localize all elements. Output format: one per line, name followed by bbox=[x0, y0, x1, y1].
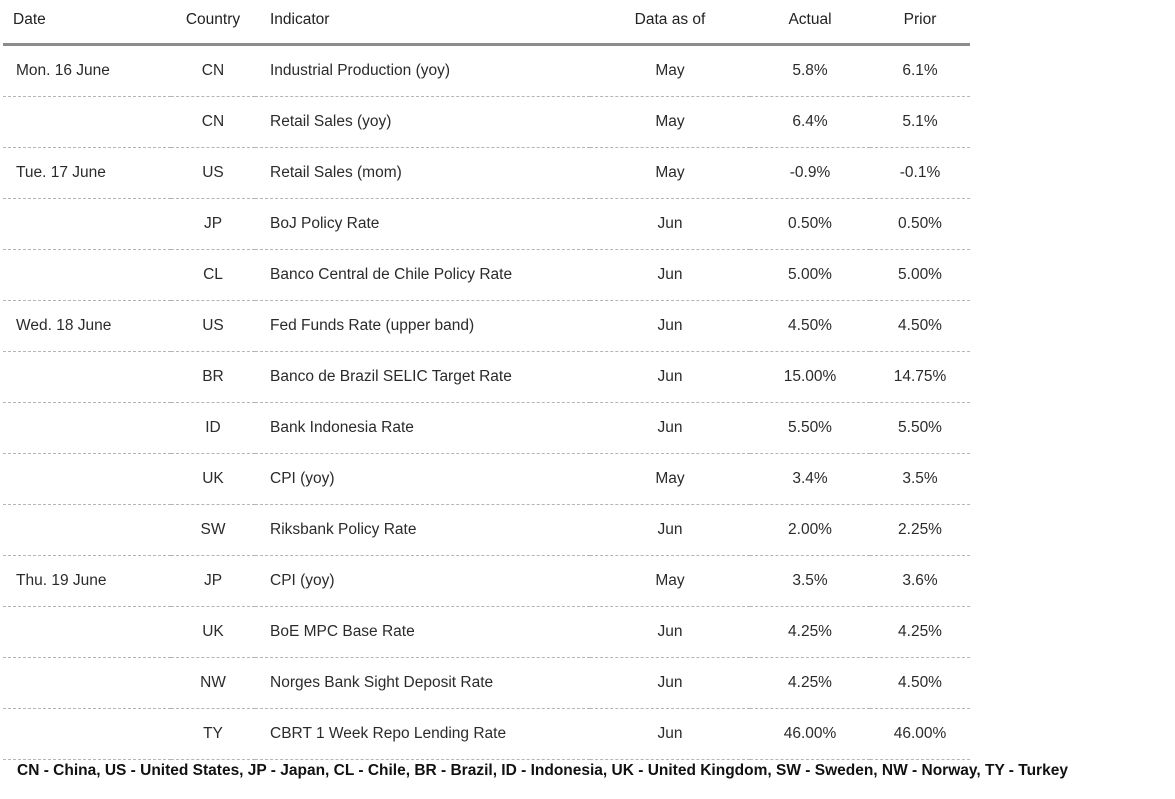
table-row bbox=[3, 403, 970, 454]
cell-data-as-of: Jun bbox=[590, 301, 750, 352]
cell-indicator: Norges Bank Sight Deposit Rate bbox=[255, 658, 590, 709]
cell-date: Wed. 18 June bbox=[3, 301, 171, 352]
table-row bbox=[3, 709, 970, 760]
cell-prior: 5.50% bbox=[870, 403, 970, 454]
cell-date: Mon. 16 June bbox=[3, 45, 171, 97]
cell-date bbox=[3, 454, 171, 505]
cell-indicator: Industrial Production (yoy) bbox=[255, 45, 590, 97]
cell-indicator: CPI (yoy) bbox=[255, 556, 590, 607]
cell-prior: 46.00% bbox=[870, 709, 970, 760]
economic-calendar-table bbox=[3, 0, 970, 760]
cell-indicator: Riksbank Policy Rate bbox=[255, 505, 590, 556]
cell-country: JP bbox=[171, 556, 255, 607]
cell-data-as-of: May bbox=[590, 45, 750, 97]
cell-date bbox=[3, 403, 171, 454]
cell-indicator: CBRT 1 Week Repo Lending Rate bbox=[255, 709, 590, 760]
header-data-as-of: Data as of bbox=[590, 0, 750, 45]
header-date: Date bbox=[3, 0, 171, 45]
cell-data-as-of: Jun bbox=[590, 352, 750, 403]
cell-date bbox=[3, 199, 171, 250]
table-header bbox=[3, 0, 970, 45]
cell-data-as-of: May bbox=[590, 97, 750, 148]
cell-date bbox=[3, 250, 171, 301]
cell-indicator: Retail Sales (mom) bbox=[255, 148, 590, 199]
cell-prior: 4.25% bbox=[870, 607, 970, 658]
cell-data-as-of: Jun bbox=[590, 250, 750, 301]
cell-data-as-of: Jun bbox=[590, 505, 750, 556]
cell-prior: -0.1% bbox=[870, 148, 970, 199]
cell-indicator: Fed Funds Rate (upper band) bbox=[255, 301, 590, 352]
cell-data-as-of: Jun bbox=[590, 199, 750, 250]
header-actual: Actual bbox=[750, 0, 870, 45]
cell-data-as-of: May bbox=[590, 454, 750, 505]
cell-date bbox=[3, 709, 171, 760]
cell-country: US bbox=[171, 148, 255, 199]
cell-data-as-of: May bbox=[590, 148, 750, 199]
cell-country: NW bbox=[171, 658, 255, 709]
cell-indicator: Bank Indonesia Rate bbox=[255, 403, 590, 454]
cell-data-as-of: Jun bbox=[590, 403, 750, 454]
cell-date bbox=[3, 97, 171, 148]
cell-indicator: BoE MPC Base Rate bbox=[255, 607, 590, 658]
header-country: Country bbox=[171, 0, 255, 45]
cell-country: US bbox=[171, 301, 255, 352]
table-row bbox=[3, 352, 970, 403]
cell-indicator: Banco de Brazil SELIC Target Rate bbox=[255, 352, 590, 403]
cell-indicator: Banco Central de Chile Policy Rate bbox=[255, 250, 590, 301]
cell-country: CL bbox=[171, 250, 255, 301]
cell-date bbox=[3, 607, 171, 658]
economic-calendar-table-container bbox=[3, 0, 963, 760]
cell-actual: 6.4% bbox=[750, 97, 870, 148]
cell-indicator: CPI (yoy) bbox=[255, 454, 590, 505]
cell-actual: 4.50% bbox=[750, 301, 870, 352]
cell-date: Thu. 19 June bbox=[3, 556, 171, 607]
cell-indicator: Retail Sales (yoy) bbox=[255, 97, 590, 148]
cell-country: UK bbox=[171, 607, 255, 658]
cell-actual: 4.25% bbox=[750, 607, 870, 658]
table-row bbox=[3, 607, 970, 658]
cell-date bbox=[3, 505, 171, 556]
table-row bbox=[3, 658, 970, 709]
cell-date bbox=[3, 658, 171, 709]
cell-actual: 3.4% bbox=[750, 454, 870, 505]
cell-country: BR bbox=[171, 352, 255, 403]
cell-actual: 5.00% bbox=[750, 250, 870, 301]
cell-actual: -0.9% bbox=[750, 148, 870, 199]
cell-prior: 14.75% bbox=[870, 352, 970, 403]
table-row bbox=[3, 505, 970, 556]
cell-prior: 6.1% bbox=[870, 45, 970, 97]
cell-data-as-of: Jun bbox=[590, 709, 750, 760]
cell-data-as-of: Jun bbox=[590, 658, 750, 709]
cell-actual: 5.8% bbox=[750, 45, 870, 97]
cell-prior: 4.50% bbox=[870, 658, 970, 709]
cell-country: JP bbox=[171, 199, 255, 250]
cell-prior: 3.6% bbox=[870, 556, 970, 607]
table-row bbox=[3, 45, 970, 97]
cell-prior: 5.00% bbox=[870, 250, 970, 301]
table-row bbox=[3, 250, 970, 301]
cell-prior: 5.1% bbox=[870, 97, 970, 148]
header-row bbox=[3, 0, 970, 45]
cell-actual: 15.00% bbox=[750, 352, 870, 403]
cell-indicator: BoJ Policy Rate bbox=[255, 199, 590, 250]
table-row bbox=[3, 556, 970, 607]
table-row bbox=[3, 148, 970, 199]
cell-country: TY bbox=[171, 709, 255, 760]
table-row bbox=[3, 199, 970, 250]
cell-actual: 0.50% bbox=[750, 199, 870, 250]
header-prior: Prior bbox=[870, 0, 970, 45]
table-row bbox=[3, 97, 970, 148]
cell-prior: 2.25% bbox=[870, 505, 970, 556]
country-legend-footnote: CN - China, US - United States, JP - Japan, CL - Chile, BR - Brazil, ID - Indonesia, UK - United Kingdom, SW - Sweden, NW - Norway, TY - Turkey bbox=[17, 762, 1068, 779]
cell-prior: 0.50% bbox=[870, 199, 970, 250]
cell-data-as-of: Jun bbox=[590, 607, 750, 658]
cell-actual: 5.50% bbox=[750, 403, 870, 454]
cell-country: CN bbox=[171, 97, 255, 148]
table-row bbox=[3, 454, 970, 505]
header-indicator: Indicator bbox=[255, 0, 590, 45]
cell-country: UK bbox=[171, 454, 255, 505]
cell-country: SW bbox=[171, 505, 255, 556]
cell-prior: 4.50% bbox=[870, 301, 970, 352]
table-body bbox=[3, 45, 970, 760]
table-row bbox=[3, 301, 970, 352]
cell-date: Tue. 17 June bbox=[3, 148, 171, 199]
cell-date bbox=[3, 352, 171, 403]
cell-actual: 4.25% bbox=[750, 658, 870, 709]
cell-country: CN bbox=[171, 45, 255, 97]
cell-actual: 2.00% bbox=[750, 505, 870, 556]
cell-actual: 3.5% bbox=[750, 556, 870, 607]
cell-data-as-of: May bbox=[590, 556, 750, 607]
cell-actual: 46.00% bbox=[750, 709, 870, 760]
cell-country: ID bbox=[171, 403, 255, 454]
cell-prior: 3.5% bbox=[870, 454, 970, 505]
